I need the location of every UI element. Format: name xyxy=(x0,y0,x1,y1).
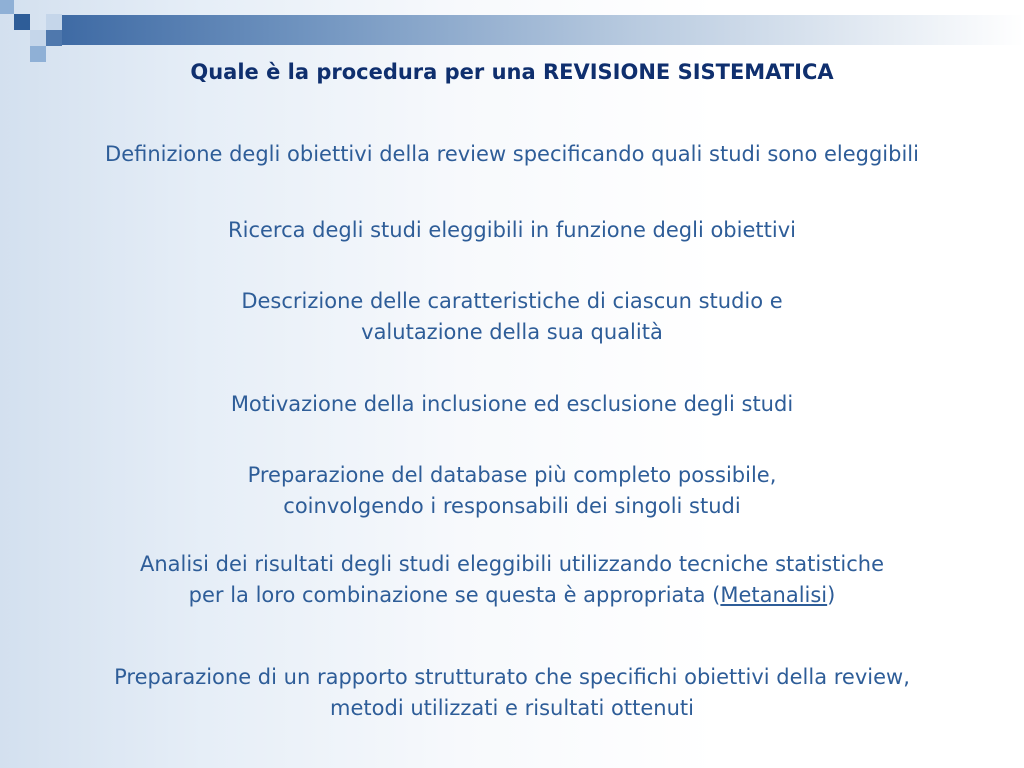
step-analisi xyxy=(0,549,1024,611)
step-line: Analisi dei risultati degli studi eleggibili utilizzando tecniche statistiche xyxy=(139,552,885,576)
step-line: valutazione della sua qualità xyxy=(361,320,663,344)
step-motivazione xyxy=(0,389,1024,420)
step-line: Ricerca degli studi eleggibili in funzione degli obiettivi xyxy=(228,218,796,242)
step-ricerca xyxy=(0,215,1024,246)
slide-title: Quale è la procedura per una REVISIONE SISTEMATICA xyxy=(190,60,834,84)
metanalisi-link[interactable]: Metanalisi xyxy=(720,583,828,607)
step-line: Definizione degli obiettivi della review specificando quali studi sono eleggibili xyxy=(105,142,919,166)
step-line: Descrizione delle caratteristiche di ciascun studio e xyxy=(241,289,783,313)
decorative-square xyxy=(0,0,14,14)
decorative-square xyxy=(14,14,30,30)
decorative-square xyxy=(46,14,62,30)
step-line: coinvolgendo i responsabili dei singoli studi xyxy=(283,494,741,518)
decorative-square xyxy=(46,30,62,46)
step-line: Preparazione del database più completo possibile, xyxy=(247,463,777,487)
step-text: ) xyxy=(827,583,836,607)
header-gradient-bar xyxy=(60,15,1024,45)
step-definizione xyxy=(0,139,1024,170)
step-database xyxy=(0,460,1024,522)
step-line: Motivazione della inclusione ed esclusione degli studi xyxy=(230,392,794,416)
decorative-square xyxy=(30,30,46,46)
step-line: Preparazione di un rapporto strutturato che specifichi obiettivi della review, xyxy=(114,665,910,689)
step-line-with-link xyxy=(0,580,1024,611)
step-line: metodi utilizzati e risultati ottenuti xyxy=(330,696,694,720)
step-rapporto xyxy=(0,662,1024,724)
step-descrizione xyxy=(0,286,1024,348)
step-text: per la loro combinazione se questa è appropriata ( xyxy=(188,583,721,607)
